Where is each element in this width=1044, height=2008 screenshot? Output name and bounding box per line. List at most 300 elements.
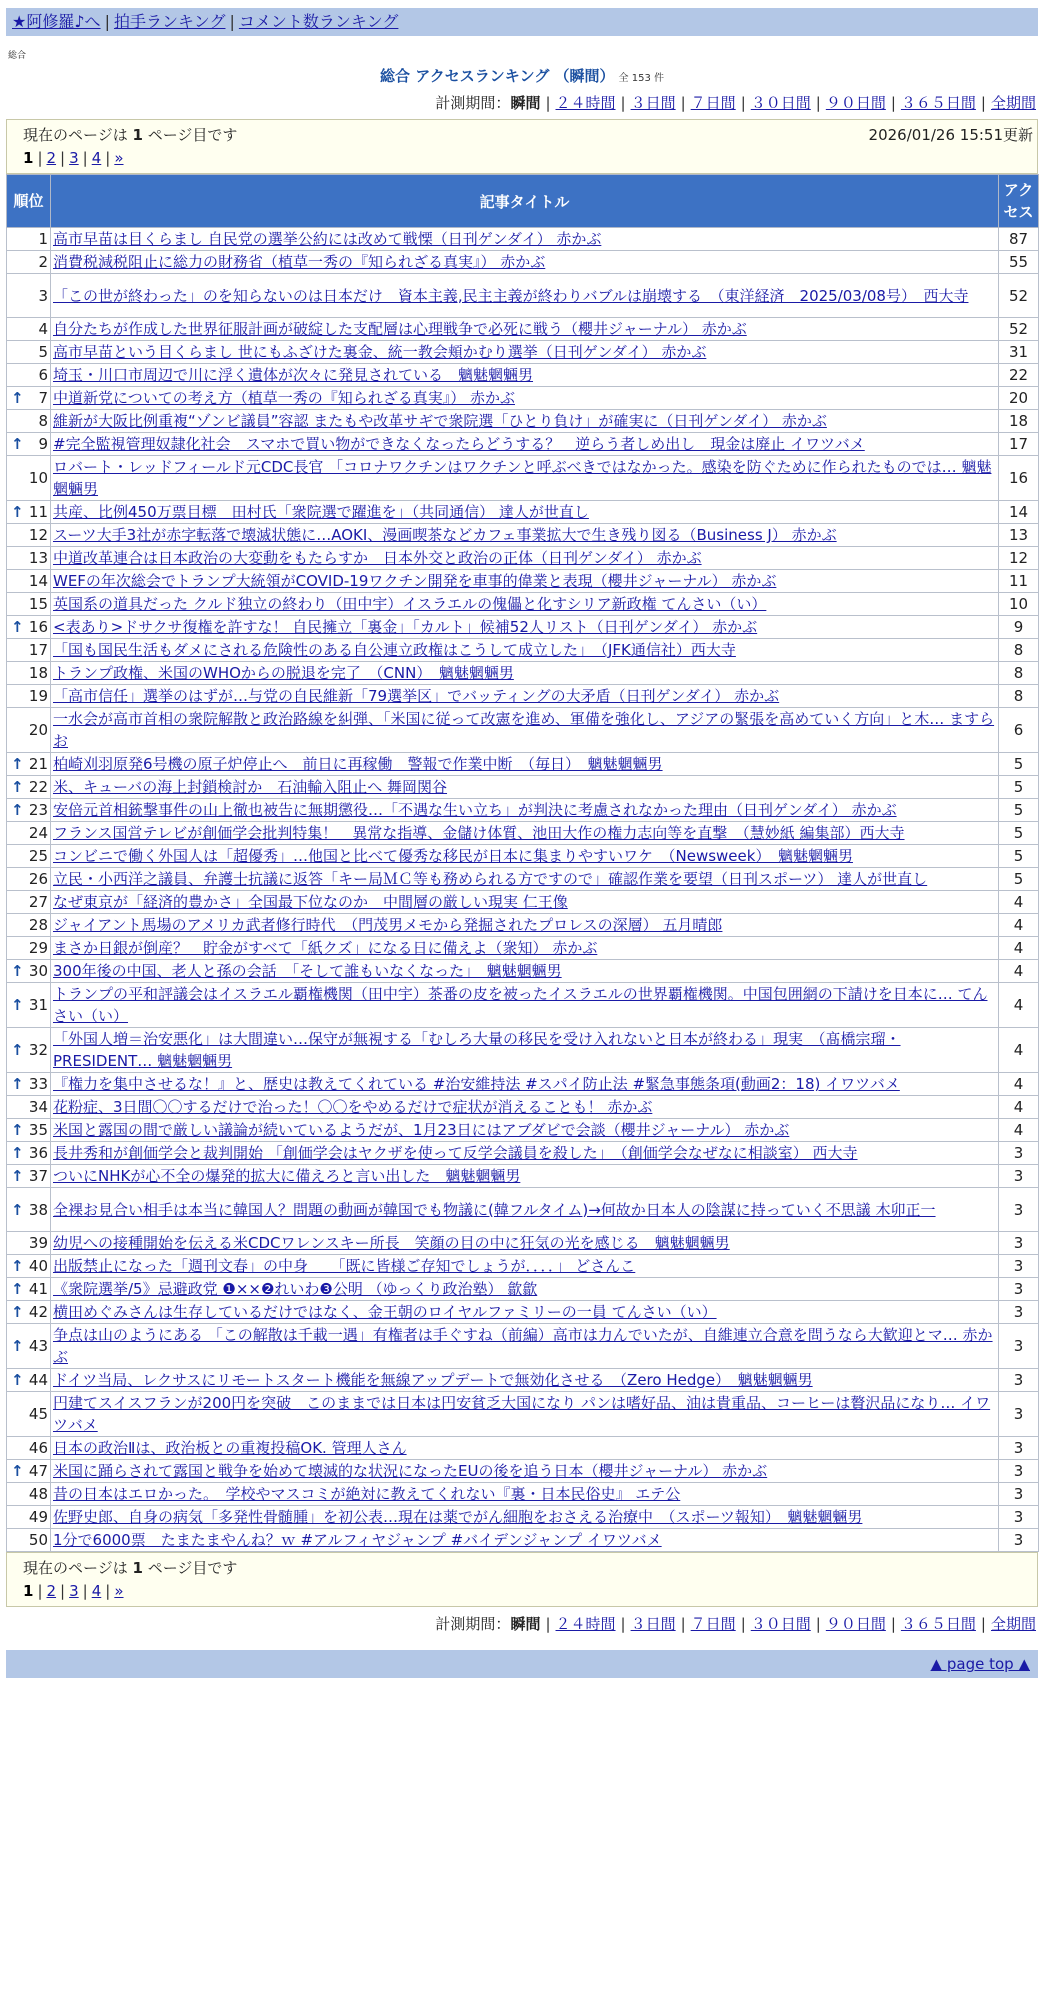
rank-cell [7, 662, 51, 685]
title-cell [51, 1119, 999, 1142]
access-count: 4 [999, 891, 1039, 914]
title-cell [51, 1142, 999, 1165]
rank-number: 34 [28, 1098, 48, 1116]
article-link[interactable]: ついにNHKが心不全の爆発的拡大に備えろと言い出した 魑魅魍魎男 [53, 1167, 521, 1185]
access-count: 3 [999, 1506, 1039, 1529]
article-link[interactable]: 「外国人増＝治安悪化」は大間違い…保守が無視する「むしろ大量の移民を受け入れないと日本が終わる」現実 （髙橋宗瑠・PRESIDENT… 魑魅魍魎男 [53, 1030, 901, 1070]
separator: | [60, 149, 66, 167]
rank-number: 35 [28, 1121, 48, 1139]
rank-number: 50 [28, 1531, 48, 1549]
table-row [7, 1255, 1039, 1278]
current-page-text: 現在のページは 1 ページ目です [23, 1559, 238, 1577]
table-row [7, 341, 1039, 364]
article-link[interactable]: <表あり>ドサクサ復権を許すな！ 自民擁立「裏金」「カルト」候補52人リスト（日刊ゲンダイ） 赤かぶ [53, 618, 758, 636]
bottom-bar [6, 1650, 1038, 1678]
rank-cell [7, 960, 51, 983]
separator: | [680, 1615, 686, 1633]
access-count: 4 [999, 914, 1039, 937]
title-cell [51, 570, 999, 593]
next-page-link[interactable]: » [114, 149, 124, 167]
period-link[interactable]: ９０日間 [825, 1615, 886, 1633]
article-link[interactable]: 争点は山のようにある 「この解散は千載一遇」有権者は手ぐすね（前編）高市は力んでいたが、自維連立合意を問うなら大歓迎とマ… 赤かぶ [53, 1326, 993, 1366]
rank-number: 40 [28, 1257, 48, 1275]
title-cell [51, 1301, 999, 1324]
article-link[interactable]: 幼児への接種開始を伝える米CDCワレンスキー所長 笑顔の目の中に狂気の光を感じる 魑魅魍魎男 [53, 1234, 730, 1252]
ranking-table [6, 174, 1039, 1552]
rank-number: 4 [38, 320, 48, 338]
separator: | [740, 94, 746, 112]
title-cell [51, 1437, 999, 1460]
up-arrow-icon: ↑ [11, 1462, 24, 1480]
up-arrow-icon: ↑ [11, 778, 24, 796]
table-row [7, 456, 1039, 501]
article-link[interactable]: 日本の政治Ⅱは、政治板との重複投稿OK. 管理人さん [53, 1439, 407, 1457]
up-arrow-icon: ↑ [11, 618, 24, 636]
article-link[interactable]: スーツ大手3社が赤字転落で壊滅状態に…AOKI、漫画喫茶などカフェ事業拡大で生き残り図る（Business J） 赤かぶ [53, 526, 837, 544]
table-row [7, 1278, 1039, 1301]
table-row [7, 937, 1039, 960]
access-count: 10 [999, 593, 1039, 616]
period-link[interactable]: ９０日間 [825, 94, 886, 112]
title-cell [51, 274, 999, 318]
article-link[interactable]: 米国と露国の間で厳しい議論が続いているようだが、1月23日にはアブダビで会談（櫻井ジャーナル） 赤かぶ [53, 1121, 790, 1139]
article-link[interactable]: トランプ政権、米国のWHOからの脱退を完了 （CNN） 魑魅魍魎男 [53, 664, 514, 682]
rank-cell [7, 1028, 51, 1073]
article-link[interactable]: WEFの年次総会でトランプ大統領がCOVID-19ワクチン開発を車事的偉業と表現（櫻井ジャーナル） 赤かぶ [53, 572, 777, 590]
table-row [7, 433, 1039, 456]
rank-number: 45 [28, 1405, 48, 1423]
period-link[interactable]: ３日間 [630, 1615, 676, 1633]
separator: | [620, 1615, 626, 1633]
rank-cell [7, 639, 51, 662]
table-row [7, 1096, 1039, 1119]
up-arrow-icon: ↑ [11, 1280, 24, 1298]
article-link[interactable]: 共産、比例450万票目標 田村氏「衆院選で躍進を」（共同通信） 達人が世直し [53, 503, 589, 521]
rank-cell [7, 1096, 51, 1119]
access-count: 9 [999, 616, 1039, 639]
rank-number: 27 [28, 893, 48, 911]
separator: | [980, 94, 986, 112]
page-link[interactable]: 4 [91, 1582, 102, 1600]
comment-ranking-link[interactable]: コメント数ランキング [238, 12, 399, 31]
table-row [7, 639, 1039, 662]
rank-number: 42 [28, 1303, 48, 1321]
rank-number: 14 [28, 572, 48, 590]
table-row [7, 1301, 1039, 1324]
article-link[interactable]: 高市早苗は目くらまし 自民党の選挙公約には改めて戦慄（日刊ゲンダイ） 赤かぶ [53, 230, 602, 248]
table-row [7, 593, 1039, 616]
article-link[interactable]: 立民・小西洋之議員、弁護士抗議に返答「キー局ＭＣ等も務められる方ですので」確認作業を要望（日刊スポーツ） 達人が世直し [53, 870, 928, 888]
access-count: 12 [999, 547, 1039, 570]
title-cell [51, 547, 999, 570]
rank-cell [7, 1483, 51, 1506]
article-link[interactable]: 長井秀和が創価学会と裁判開始 「創価学会はヤクザを使って反学会議員を殺した」 （創価学会なぜなに相談室） 西大寺 [53, 1144, 858, 1162]
page-links [23, 149, 1027, 167]
access-count: 4 [999, 983, 1039, 1028]
access-count: 3 [999, 1483, 1039, 1506]
rank-number: 43 [28, 1337, 48, 1355]
access-count: 4 [999, 960, 1039, 983]
up-arrow-icon: ↑ [11, 1121, 24, 1139]
table-row [7, 501, 1039, 524]
access-count: 20 [999, 387, 1039, 410]
article-link[interactable]: 出版禁止になった「週刊文春」の中身 「既に皆様ご存知でしょうが．．．．」 どさんこ [53, 1257, 636, 1275]
separator: | [680, 94, 686, 112]
access-count: 14 [999, 501, 1039, 524]
access-count: 5 [999, 868, 1039, 891]
article-link[interactable]: #完全監視管理奴隷化社会 スマホで買い物ができなくなったらどうする？ 逆らう者しめ出し 現金は廃止 イワツバメ [53, 435, 865, 453]
access-count: 4 [999, 1096, 1039, 1119]
table-row [7, 662, 1039, 685]
rank-cell [7, 547, 51, 570]
article-link[interactable]: ロバート・レッドフィールド元CDC長官 「コロナワクチンはワクチンと呼ぶべきではなかった。感染を防ぐために作られたものでは… 魑魅魍魎男 [53, 458, 992, 498]
rank-cell [7, 685, 51, 708]
table-row [7, 1437, 1039, 1460]
page-top-link[interactable]: ▲ page top ▲ [930, 1655, 1030, 1673]
article-link[interactable]: ジャイアント馬場のアメリカ武者修行時代 （門茂男メモから発掘されたプロレスの深層） 五月晴郎 [53, 916, 723, 934]
table-row [7, 776, 1039, 799]
title-cell [51, 685, 999, 708]
separator: | [545, 1615, 551, 1633]
rank-cell [7, 251, 51, 274]
rank-number: 1 [38, 230, 48, 248]
table-row [7, 708, 1039, 753]
title-cell [51, 616, 999, 639]
separator: | [105, 149, 111, 167]
rank-cell [7, 708, 51, 753]
rank-cell [7, 845, 51, 868]
access-count: 22 [999, 364, 1039, 387]
table-row [7, 983, 1039, 1028]
page-link[interactable]: 3 [69, 1582, 79, 1600]
current-page-number: 1 [132, 1559, 143, 1577]
current-page-text: 現在のページは 1 ページ目です [23, 126, 238, 144]
access-count: 17 [999, 433, 1039, 456]
up-arrow-icon: ↑ [11, 1075, 24, 1093]
article-link[interactable]: 佐野史郎、自身の病気「多発性骨髄腫」を初公表…現在は薬でがん細胞をおさえる治療中 （スポーツ報知） 魑魅魍魎男 [53, 1508, 863, 1526]
separator: | [37, 1582, 43, 1600]
period-link[interactable]: ３日間 [630, 94, 676, 112]
article-link[interactable]: 円建てスイスフランが200円を突破 このままでは日本は円安貧乏大国になり パンは嗜好品、油は貴重品、コーヒーは贅沢品になり… イワツバメ [53, 1394, 991, 1434]
period-link[interactable]: 全期間 [990, 1615, 1036, 1633]
header-rank: 順位 [7, 175, 51, 228]
title-cell [51, 822, 999, 845]
table-row [7, 685, 1039, 708]
rank-number: 7 [38, 389, 48, 407]
period-link[interactable]: 全期間 [990, 94, 1036, 112]
period-link[interactable]: ３０日間 [750, 1615, 811, 1633]
rank-cell [7, 868, 51, 891]
rank-cell [7, 570, 51, 593]
table-row [7, 891, 1039, 914]
title-cell [51, 251, 999, 274]
title-cell [51, 662, 999, 685]
page-current: 1 [23, 149, 34, 167]
article-link[interactable]: 「高市信任」選挙のはずが…与党の自民維新「79選挙区」でバッティングの大矛盾（日刊ゲンダイ） 赤かぶ [53, 687, 780, 705]
access-count: 16 [999, 456, 1039, 501]
article-link[interactable]: 「この世が終わった」のを知らないのは日本だけ 資本主義,民主主義が終わりバブルは崩壊する （東洋経済 2025/03/08号） 西大寺 [53, 286, 969, 305]
table-row [7, 1073, 1039, 1096]
title-cell [51, 1369, 999, 1392]
article-link[interactable]: 横田めぐみさんは生存しているだけではなく、金王朝のロイヤルファミリーの一員 てんさい（い） [53, 1303, 717, 1321]
table-row [7, 1165, 1039, 1188]
article-link[interactable]: なぜ東京が「経済的豊かさ」全国最下位なのか 中間層の厳しい現実 仁王像 [53, 893, 568, 911]
rank-cell [7, 1324, 51, 1369]
table-row [7, 410, 1039, 433]
rank-number: 2 [38, 253, 48, 271]
table-row [7, 1142, 1039, 1165]
article-link[interactable]: 安倍元首相銃撃事件の山上徹也被告に無期懲役…「不遇な生い立ち」が判決に考慮されなかった理由（日刊ゲンダイ） 赤かぶ [53, 801, 897, 819]
access-count: 5 [999, 776, 1039, 799]
page-link[interactable]: 2 [46, 1582, 57, 1600]
access-count: 4 [999, 1119, 1039, 1142]
rank-number: 44 [28, 1371, 48, 1389]
table-row [7, 547, 1039, 570]
article-link[interactable]: ドイツ当局、レクサスにリモートスタート機能を無線アップデートで無効化させる （Zero Hedge） 魑魅魍魎男 [53, 1371, 813, 1389]
table-row [7, 845, 1039, 868]
rank-number: 33 [28, 1075, 48, 1093]
rank-cell [7, 501, 51, 524]
article-link[interactable]: 花粉症、3日間〇〇するだけで治った！〇〇をやめるだけで症状が消えることも！ 赤かぶ [53, 1098, 653, 1116]
article-link[interactable]: 消費税減税阻止に総力の財務省（植草一秀の『知られざる真実』） 赤かぶ [53, 253, 546, 271]
up-arrow-icon: ↑ [11, 1041, 24, 1059]
access-count: 18 [999, 410, 1039, 433]
up-arrow-icon: ↑ [11, 1371, 24, 1389]
table-row [7, 616, 1039, 639]
hakushu-ranking-link[interactable]: 拍手ランキング [113, 12, 226, 31]
title-cell [51, 1392, 999, 1437]
article-link[interactable]: 「国も国民生活もダメにされる危険性のある自公連立政権はこうして成立した」 （JFK通信社）西大寺 [53, 641, 736, 659]
rank-number: 22 [28, 778, 48, 796]
up-arrow-icon: ↑ [11, 1200, 24, 1219]
article-link[interactable]: 昔の日本はエロかった。 学校やマスコミが絶対に教えてくれない『裏・日本民俗史』 エテ公 [53, 1485, 681, 1503]
article-link[interactable]: 全裸お見合い相手は本当に韓国人？問題の動画が韓国でも物議に(韓フルタイム)→何故か日本人の陰謀に持っていく不思議 木卯正一 [53, 1200, 936, 1219]
title-cell [51, 1232, 999, 1255]
up-arrow-icon: ↑ [11, 389, 24, 407]
rank-cell [7, 983, 51, 1028]
up-arrow-icon: ↑ [11, 996, 24, 1014]
article-link[interactable]: 自分たちが作成した世界征服計画が破綻した支配層は心理戦争で必死に戦う（櫻井ジャーナル） 赤かぶ [53, 320, 747, 338]
up-arrow-icon: ↑ [11, 1303, 24, 1321]
article-link[interactable]: 『権力を集中させるな！』と、歴史は教えてくれている #治安維持法 #スパイ防止法 #緊急事態条項(動画2：18) イワツバメ [53, 1075, 900, 1093]
up-arrow-icon: ↑ [11, 801, 24, 819]
article-link[interactable]: 300年後の中国、老人と孫の会話 「そして誰もいなくなった」 魑魅魍魎男 [53, 962, 562, 980]
article-link[interactable]: 英国系の道具だった クルド独立の終わり（田中宇）イスラエルの傀儡と化すシリア新政権 てんさい（い） [53, 595, 767, 613]
rank-cell [7, 274, 51, 318]
rank-cell [7, 1188, 51, 1232]
separator: | [82, 149, 88, 167]
title-cell [51, 1165, 999, 1188]
period-link[interactable]: ３６５日間 [900, 94, 976, 112]
table-row [7, 914, 1039, 937]
article-link[interactable]: 一水会が高市首相の衆院解散と政治路線を糾弾、「米国に従って改憲を進め、軍備を強化し、アジアの緊張を高めていく方向」と木… ますらお [53, 710, 995, 750]
period-label: 計測期間： [435, 94, 511, 112]
table-row [7, 1392, 1039, 1437]
period-link[interactable]: ３６５日間 [900, 1615, 976, 1633]
rank-number: 26 [28, 870, 48, 888]
rank-number: 41 [28, 1280, 48, 1298]
article-link[interactable]: 埼玉・川口市周辺で川に浮く遺体が次々に発見されている 魑魅魍魎男 [53, 366, 534, 384]
access-count: 4 [999, 1073, 1039, 1096]
separator: | [545, 94, 551, 112]
rank-cell [7, 822, 51, 845]
rank-number: 11 [28, 503, 48, 521]
rank-cell [7, 593, 51, 616]
period-link[interactable]: ７日間 [690, 1615, 736, 1633]
access-count: 52 [999, 318, 1039, 341]
updated-timestamp: 2026/01/26 15:51更新 [868, 126, 1033, 144]
title-cell [51, 1529, 999, 1552]
rank-number: 31 [28, 996, 48, 1014]
header-title: 記事タイトル [51, 175, 999, 228]
rank-number: 8 [38, 412, 48, 430]
access-count: 3 [999, 1188, 1039, 1232]
access-count: 11 [999, 570, 1039, 593]
table-row [7, 1119, 1039, 1142]
period-link[interactable]: ７日間 [690, 94, 736, 112]
rank-number: 24 [28, 824, 48, 842]
rank-number: 16 [28, 618, 48, 636]
article-link[interactable]: 中道改革連合は日本政治の大変動をもたらすか 日本外交と政治の正体（日刊ゲンダイ） 赤かぶ [53, 549, 702, 567]
rank-number: 12 [28, 526, 48, 544]
page-link[interactable]: 4 [91, 149, 102, 167]
title-cell [51, 753, 999, 776]
access-count: 3 [999, 1324, 1039, 1369]
top-nav-bar [6, 8, 1038, 36]
rank-cell [7, 341, 51, 364]
period-link[interactable]: ２４時間 [555, 1615, 616, 1633]
access-count: 3 [999, 1165, 1039, 1188]
rank-cell [7, 891, 51, 914]
article-link[interactable]: コンビニで働く外国人は「超優秀」…他国と比べて優秀な移民が日本に集まりやすいワケ （Newsweek） 魑魅魍魎男 [53, 847, 853, 865]
article-link[interactable]: まさか日銀が倒産？ 貯金がすべて「紙クズ」になる日に備えよ（衆知） 赤かぶ [53, 939, 598, 957]
separator: | [37, 149, 43, 167]
rank-cell [7, 456, 51, 501]
title-cell [51, 1278, 999, 1301]
rank-cell [7, 776, 51, 799]
rank-cell [7, 1301, 51, 1324]
access-count: 3 [999, 1529, 1039, 1552]
title-cell [51, 937, 999, 960]
period-current: 瞬間 [510, 1615, 541, 1633]
period-link[interactable]: ２４時間 [555, 94, 616, 112]
table-row [7, 868, 1039, 891]
title-cell [51, 1506, 999, 1529]
separator: | [815, 1615, 821, 1633]
rank-number: 21 [28, 755, 48, 773]
rank-cell [7, 1073, 51, 1096]
header-access: アク セス [999, 175, 1039, 228]
category-label: 総合 [8, 51, 27, 61]
rank-number: 25 [28, 847, 48, 865]
next-page-link[interactable]: » [114, 1582, 124, 1600]
separator: | [104, 12, 110, 31]
rank-cell [7, 1165, 51, 1188]
rank-cell [7, 1506, 51, 1529]
rank-number: 20 [28, 721, 48, 739]
title-cell [51, 456, 999, 501]
title-cell [51, 410, 999, 433]
page-link[interactable]: 2 [46, 149, 57, 167]
article-link[interactable]: 維新が大阪比例重複“ゾンビ議員”容認 またもや改革サギで衆院選「ひとり負け」が確実に（日刊ゲンダイ） 赤かぶ [53, 412, 827, 430]
title-cell [51, 341, 999, 364]
article-link[interactable]: 中道新党についての考え方（植草一秀の『知られざる真実』） 赤かぶ [53, 389, 515, 407]
rank-cell [7, 1119, 51, 1142]
title-cell [51, 433, 999, 456]
title-cell [51, 1096, 999, 1119]
rank-number: 39 [28, 1234, 48, 1252]
title-cell [51, 983, 999, 1028]
title-cell [51, 1460, 999, 1483]
page-link[interactable]: 3 [69, 149, 79, 167]
access-count: 8 [999, 685, 1039, 708]
table-row [7, 251, 1039, 274]
article-link[interactable]: 高市早苗という目くらまし 世にもふざけた裏金、統一教会頬かむり選挙（日刊ゲンダイ） 赤かぶ [53, 343, 707, 361]
access-count: 3 [999, 1392, 1039, 1437]
article-link[interactable]: 米国に踊らされて露国と戦争を始めて壊滅的な状況になったEUの後を追う日本（櫻井ジャーナル） 赤かぶ [53, 1462, 768, 1480]
title-cell [51, 593, 999, 616]
rank-cell [7, 228, 51, 251]
title-cell [51, 1188, 999, 1232]
rank-cell [7, 410, 51, 433]
page-links [23, 1582, 1027, 1600]
access-count: 3 [999, 1369, 1039, 1392]
title-cell [51, 845, 999, 868]
access-count: 13 [999, 524, 1039, 547]
separator: | [815, 94, 821, 112]
access-count: 52 [999, 274, 1039, 318]
access-count: 3 [999, 1232, 1039, 1255]
access-count: 5 [999, 753, 1039, 776]
title-cell [51, 868, 999, 891]
article-link[interactable]: 柏崎刈羽原発6号機の原子炉停止へ 前日に再稼働 警報で作業中断 （毎日） 魑魅魍魎男 [53, 755, 663, 773]
rank-number: 47 [28, 1462, 48, 1480]
rank-number: 13 [28, 549, 48, 567]
rank-number: 17 [28, 641, 48, 659]
article-link[interactable]: 米、キューバの海上封鎖検討か 石油輸入阻止へ 舞岡関谷 [53, 778, 448, 796]
table-row [7, 364, 1039, 387]
rank-number: 46 [28, 1439, 48, 1457]
access-count: 3 [999, 1460, 1039, 1483]
period-current: 瞬間 [510, 94, 541, 112]
title-cell [51, 914, 999, 937]
rank-number: 36 [28, 1144, 48, 1162]
rank-number: 19 [28, 687, 48, 705]
title-cell [51, 708, 999, 753]
title-cell [51, 1255, 999, 1278]
table-row [7, 1460, 1039, 1483]
rank-cell [7, 1460, 51, 1483]
rank-number: 28 [28, 916, 48, 934]
rank-cell [7, 318, 51, 341]
article-link[interactable]: フランス国営テレビが創価学会批判特集！ 異常な指導、金儲け体質、池田大作の権力志向等を直撃 （慧妙紙 編集部）西大寺 [53, 824, 905, 842]
title-cell [51, 891, 999, 914]
up-arrow-icon: ↑ [11, 962, 24, 980]
article-link[interactable]: 1分で6000票 たまたまやんね？ｗ #アルフィヤジャンプ #バイデンジャンプ イワツバメ [53, 1531, 662, 1549]
up-arrow-icon: ↑ [11, 1257, 24, 1275]
period-link[interactable]: ３０日間 [750, 94, 811, 112]
article-link[interactable]: 《衆院選挙/5》忌避政党 ❶××❷れいわ❸公明 （ゆっくり政治塾） 歙歙 [53, 1280, 538, 1298]
page-current: 1 [23, 1582, 34, 1600]
up-arrow-icon: ↑ [11, 435, 24, 453]
rank-cell [7, 937, 51, 960]
home-link[interactable]: ★阿修羅♪へ [12, 12, 101, 31]
article-link[interactable]: トランプの平和評議会はイスラエル覇権機関（田中宇）茶番の皮を被ったイスラエルの世界覇権機関。中国包囲網の下請けを日本に… てんさい（い） [53, 985, 988, 1025]
rank-number: 10 [28, 469, 48, 487]
title-cell [51, 524, 999, 547]
table-row [7, 960, 1039, 983]
table-header-row [7, 175, 1039, 228]
